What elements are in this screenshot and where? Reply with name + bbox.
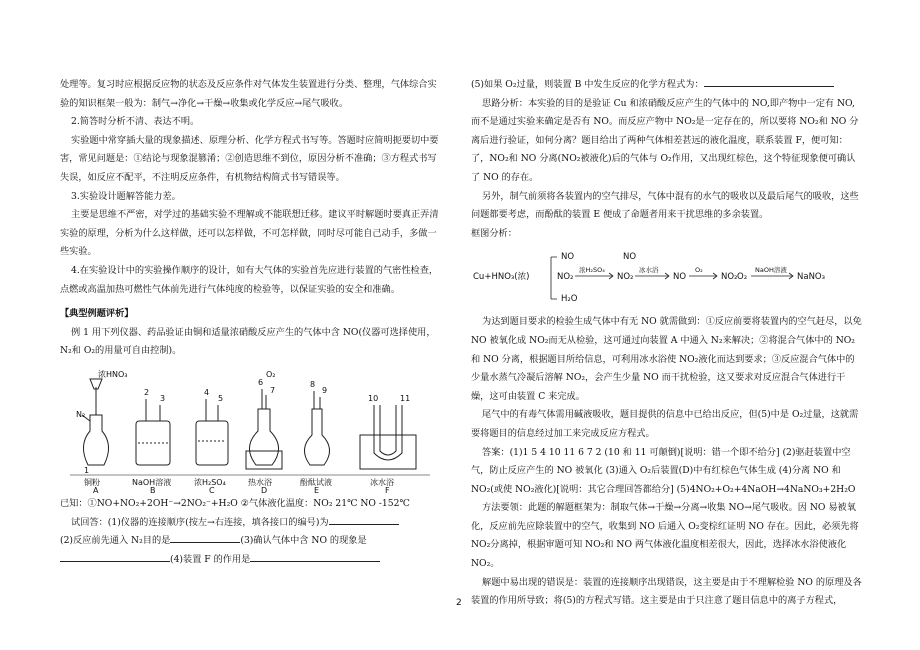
question-1: 试回答：(1)仪器的连接顺序(按左→右连接，填各接口的编号)为 bbox=[60, 514, 443, 533]
paragraph: 实验题中常穿插大量的现象描述、原理分析、化学方程式书写等。答题时应简明扼要切中要害，常见问题是：①结论与现象混篡淆；②创造思维不到位，原因分析不准确；③方程式书写失误，如反应不配平，不注明反应条件，有机物结构简式书写错误等。 bbox=[60, 134, 439, 183]
answer-paragraph: 答案：(1)1 5 4 10 11 6 7 2 (10 和 11 可颠倒)[说明：错一个即不给分] (2)驱赶装置中空气，防止反应产生的 NO 被氧化 (3)通入 O₂后装置(D)中有红棕色气体生成 (4)分离 NO 和 NO₂(或使 NO₂液化)[说明：其它合理回答都给分] (5)4NO₂+O₂+4NaOH→4NaNO₃+2H₂O bbox=[471, 446, 856, 495]
flow-h2o: H₂O bbox=[561, 294, 578, 305]
question-2-3: (2)反应前先通入 N₂目的是 (3)确认气体中含 NO 的现象是 bbox=[60, 532, 443, 551]
label-hot-bath: 热水浴 bbox=[248, 477, 272, 487]
label-phenolphthalein: 酚酞试液 bbox=[300, 477, 332, 487]
method-paragraph: 方法要领：此题的解题框架为：制取气体→干燥→分离→收集 NO→尾气吸收。因 NO 易被氧化，反应前先应除装置中的空气，收集到 NO 后通入 O₂变棕红证明 NO 存在。因此，必须先将 NO₂分离掉，根据审题可知 NO₂和 NO 两气体液化温度相差很大，因此，选择冰水浴使液化 NO₂。 bbox=[471, 502, 859, 570]
flow-top-no: NO bbox=[561, 252, 575, 263]
section-title: 【典型例题评析】 bbox=[60, 308, 134, 320]
letter-b: B bbox=[150, 485, 156, 493]
funnel-a bbox=[90, 379, 102, 415]
flask-a bbox=[83, 415, 108, 465]
hot-bath bbox=[246, 451, 282, 469]
label-port-2: 2 bbox=[144, 387, 150, 397]
paragraph: 处理等。复习时应根据反应物的状态及反应条件对气体发生装置进行分类、整理，气体综合实验的知识框架一般为：制气→净化→干燥→收集或化学反应→尾气吸收。 bbox=[60, 79, 437, 109]
paragraph: 主要是思维不严密，对学过的基础实验不理解或不能联想迁移。建议平时解题时要真正弄清实验的原理，分析为什么这样做，还可以怎样做，不可怎样做，同时尽可能自己动手，多做一些实验。 bbox=[60, 209, 439, 258]
flow-mid-no2: NO₂ bbox=[557, 272, 574, 283]
letter-a: A bbox=[93, 485, 99, 493]
bottle-b bbox=[136, 421, 170, 465]
flow-no-c: NO bbox=[673, 272, 687, 283]
analysis-paragraph: 尾气中的有毒气体需用碱液吸收，题目提供的信息中已给出反应，但(5)中是 O₂过量，这就需要将题目的信息经过加工来完成反应方程式。 bbox=[471, 409, 859, 439]
flow-arrow3-label: O₂ bbox=[695, 266, 703, 275]
flow-arrow4-label: NaOH溶液 bbox=[755, 266, 787, 275]
left-column bbox=[60, 76, 443, 569]
heading-3: 3.实验设计题解答能力差。 bbox=[71, 190, 181, 202]
heading-2: 2.简答时分析不清、表达不明。 bbox=[71, 116, 200, 128]
label-ice-bath: 冰水浴 bbox=[370, 477, 394, 487]
label-port-11: 11 bbox=[400, 393, 411, 403]
flow-start: Cu+HNO₃(浓) bbox=[473, 272, 530, 283]
label-port-5: 5 bbox=[218, 393, 224, 403]
label-port-9: 9 bbox=[322, 385, 328, 395]
example-statement: 例 1 用下列仪器、药品验证由铜和适量浓硝酸反应产生的气体中含 NO(仪器可选择使用，N₂和 O₂的用量可自由控制)。 bbox=[60, 326, 436, 357]
analysis-paragraph: 为达到题目要求的检验生成气体中有无 NO 就需做到：①反应前要将装置内的空气赶尽，以免 NO 被氧化成 NO₂而无从检验，这可通过向装置 A 中通入 N₂来解决；②将混合气体中的 NO₂和 NO 分离，根据题目所给信息，可利用冰水浴使 NO₂液化而达到要求；③反应混合气体中的少量水蒸气冷凝后溶解 NO₂，会产生少量 NO 而干扰检验，这又要求对反应混合气体进行干燥，这可由装置 C 来完成。 bbox=[471, 316, 862, 402]
label-port-8: 8 bbox=[310, 379, 316, 389]
label-port-10: 10 bbox=[368, 393, 379, 403]
letter-d: D bbox=[261, 485, 268, 493]
label-port-6: 6 bbox=[258, 377, 264, 387]
analysis-paragraph: 思路分析：本实验的目的是验证 Cu 和浓硝酸反应产生的气体中的 NO,即产物中一定有 NO,而不是通过实验来确定是否有 NO。而反应产物中 NO₂是一定存在的，所以要将 NO₂和 NO 分离后进行验证，如何分离？题目给出了两种气体相差甚远的液化温度，联系装置 F，便可知：了，NO₂和 NO 分离(NO₂被液化)后的气体与 O₂作用，又出现红棕色，这个特征现象便可确认了 NO 的存在。 bbox=[471, 97, 859, 183]
flask-e bbox=[304, 409, 329, 465]
label-conc-hno3: 浓HNO₃ bbox=[98, 369, 128, 379]
right-column bbox=[471, 76, 863, 611]
apparatus-drawing bbox=[60, 365, 443, 493]
analysis-paragraph: 另外，制气前须将各装置内的空气排尽，气体中混有的水气的吸收以及最后尾气的吸收，这些问题都要考虑，而酚酞的装置 E 便成了命题者用来干扰思维的多余装置。 bbox=[471, 190, 859, 221]
label-cu-powder: 铜粉 bbox=[84, 477, 100, 487]
error-paragraph: 解题中易出现的错误是：装置的连接顺序出现错误，这主要是由于不理解检验 NO 的原理及各装置的作用所导致；将(5)的方程式写错。这主要是由于只注意了题目信息中的离子方程式， bbox=[471, 576, 862, 607]
answer-blank-2[interactable] bbox=[170, 532, 240, 543]
label-n2: N₂ bbox=[76, 409, 86, 419]
flow-end: NaNO₃ bbox=[797, 272, 826, 283]
flow-o2: O₂ bbox=[737, 272, 748, 283]
label-port-3: 3 bbox=[160, 393, 166, 403]
u-tube bbox=[374, 405, 402, 460]
question-5: (5)如果 O₂过量，则装置 B 中发生反应的化学方程式为： bbox=[471, 76, 863, 95]
answer-blank-5[interactable] bbox=[704, 76, 834, 87]
letter-f: F bbox=[385, 485, 390, 493]
flow-no-over: NO bbox=[623, 252, 637, 263]
letter-e: E bbox=[314, 485, 320, 493]
flow-arrow2-label: 冰水浴 bbox=[639, 266, 659, 275]
paragraph: 4.在实验设计中的实验操作顺序的设计，如有大气体的实验首先应进行装置的气密性检查，点燃或高温加热可燃性气体前先进行气体纯度的检验等，以保证实验的安全和准确。 bbox=[60, 264, 439, 295]
answer-blank-4[interactable] bbox=[250, 551, 380, 562]
flow-no2-b: NO₂ bbox=[617, 272, 634, 283]
label-port-1: 1 bbox=[84, 465, 90, 475]
ice-bath bbox=[360, 435, 416, 469]
page-number: 2 bbox=[456, 598, 462, 608]
flow-no2-d: NO₂ bbox=[721, 272, 738, 283]
answer-blank-3[interactable] bbox=[60, 551, 170, 562]
label-conc-h2so4: 浓H₂SO₄ bbox=[194, 477, 226, 487]
label-naoh: NaOH溶液 bbox=[132, 477, 172, 487]
known-info: 已知：①NO+NO₂+2OH⁻→2NO₂⁻+H₂O ②气体液化温度：NO₂ 21℃ NO -152℃ bbox=[60, 497, 410, 509]
flow-heading: 框图分析： bbox=[471, 227, 517, 239]
label-port-4: 4 bbox=[204, 387, 210, 397]
question-4: (4)装置 F 的作用是 bbox=[60, 551, 443, 570]
bottle-c bbox=[196, 421, 228, 465]
flask-d bbox=[249, 409, 278, 465]
flow-drawing bbox=[471, 247, 863, 307]
letter-c: C bbox=[209, 485, 215, 493]
flow-diagram bbox=[471, 247, 863, 307]
apparatus-figure bbox=[60, 365, 443, 493]
flow-arrow1-label: 浓H₂SO₄ bbox=[579, 266, 605, 275]
answer-blank-1[interactable] bbox=[329, 514, 399, 525]
label-o2: O₂ bbox=[266, 369, 276, 379]
label-port-7: 7 bbox=[270, 385, 276, 395]
